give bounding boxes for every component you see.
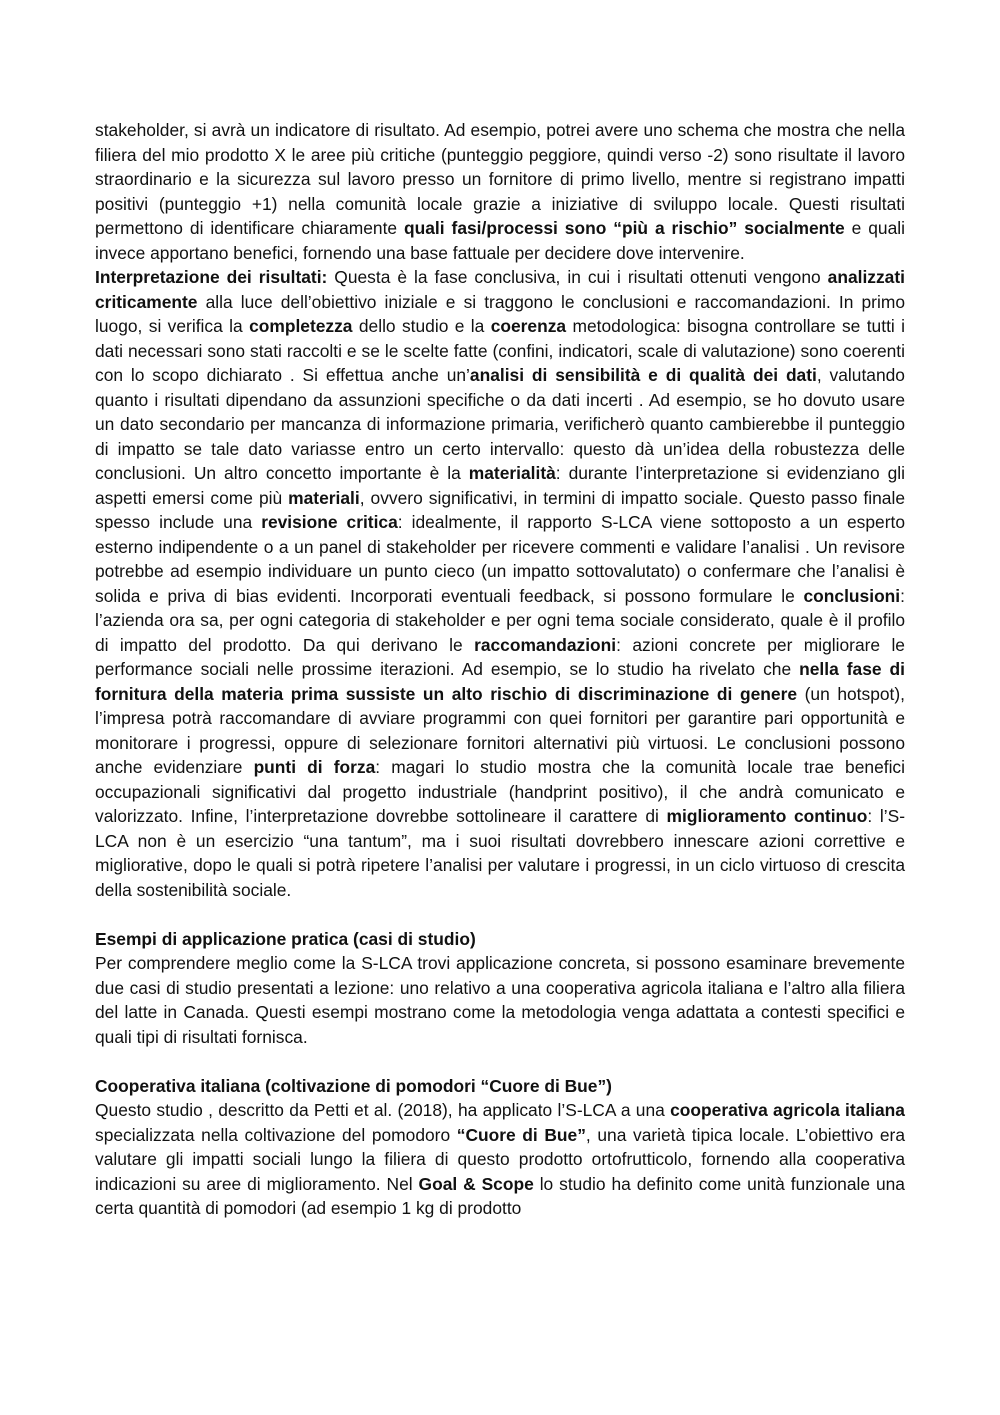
paragraph-italian-cooperative [95, 1098, 905, 1221]
text-run: : durante l’interpretazione si evidenziano gli aspetti emersi come più [95, 463, 905, 508]
bold-text-run: materiali [288, 487, 360, 508]
text-run: : l’S-LCA non è un esercizio “una tantum”, ma i suoi risultati dovrebbero innescare azioni correttive e migliorative, dopo le quali si potrà ripetere l’analisi per valutare i progressi, in un ciclo virtuoso di crescita della sostenibilità sociale. [95, 806, 905, 900]
heading-case-studies: Esempi di applicazione pratica (casi di studio) [95, 928, 476, 949]
text-run: e quali invece apportano benefici, fornendo una base fattuale per decidere dove intervenire. [95, 218, 905, 263]
bold-text-run: quali fasi/processi sono “più a rischio” socialmente [404, 218, 845, 238]
text-run: specializzata nella coltivazione del pomodoro [95, 1124, 457, 1145]
bold-text-run: miglioramento continuo [666, 806, 868, 826]
bold-text-run: analisi di sensibilità e di qualità dei dati [469, 365, 817, 385]
text-run: : idealmente, il rapporto S-LCA viene sottoposto a un esperto esterno indipendente o a un panel di stakeholder per ricevere commenti e validare l’analisi . Un revisore potrebbe ad esempio individuare un punto cieco (un impatto sottovalutato) o confermare che l’analisi è solida e priva di bias evidenti. Incorporati eventuali feedback, si possono formulare le [95, 512, 905, 606]
text-run: metodologica: bisogna controllare se tutti i dati necessari sono stati raccolti e se le scelte fatte (confini, indicatori, scale di valutazione) sono coerenti con lo scopo dichiarato . Si effettua anche un’ [95, 316, 905, 385]
bold-text-run: revisione critica [261, 512, 398, 532]
text-run: , valutando quanto i risultati dipendano da assunzioni specifiche o da dati incerti . Ad esempio, se ho dovuto usare un dato secondario per mancanza di informazione primaria, verificherò quanto cambierebbe il punteggio di impatto se tale dato variasse entro un certo intervallo: questo dà un’idea della robustezza delle conclusioni. Un altro concetto importante è la [95, 365, 905, 483]
text-run: lo studio ha definito come unità funzionale una certa quantità di pomodori (ad esempio 1 kg di prodotto [95, 1173, 905, 1218]
text-run: : azioni concrete per migliorare le performance sociali nelle prossime iterazioni. Ad esempio, se lo studio ha rivelato che [95, 634, 905, 679]
text-run: , ovvero significativi, in termini di impatto sociale. Questo passo finale spesso include una [95, 487, 905, 532]
text-run: Questa è la fase conclusiva, in cui i risultati ottenuti vengono [327, 267, 828, 287]
bold-text-run: coerenza [490, 316, 567, 336]
bold-text-run: raccomandazioni [474, 634, 617, 655]
paragraph-results-indicator [95, 118, 905, 265]
heading-italian-cooperative: Cooperativa italiana (coltivazione di pomodori “Cuore di Bue”) [95, 1075, 612, 1096]
paragraph-interpretation [95, 265, 905, 902]
text-run: stakeholder, si avrà un indicatore di risultato. Ad esempio, potrei avere uno schema che mostra che nella filiera del mio prodotto X le aree più critiche (punteggio peggiore, quindi verso -2) sono risultate il lavoro straordinario e la sicurezza sul lavoro presso un fornitore di primo livello, mentre si registrano impatti positivi (punteggio +1) nella comunità locale grazie a iniziative di sviluppo locale. Questi risultati permettono di identificare chiaramente [95, 120, 905, 238]
document-page [95, 118, 905, 1221]
text-run: Questo studio , descritto da Petti et al. (2018), ha applicato l’S-LCA a una [95, 1100, 671, 1120]
text-run: : magari lo studio mostra che la comunità locale trae benefici occupazionali significativi dal progetto industriale (handprint positivo), il che andrà comunicato e valorizzato. Infine, l’interpretazione dovrebbe sottolineare il carattere di [95, 757, 905, 826]
bold-text-run: materialità [468, 463, 556, 483]
paragraph-case-studies-intro [95, 951, 905, 1049]
text-run: Per comprendere meglio come la S-LCA trovi applicazione concreta, si possono esaminare brevemente due casi di studio presentati a lezione: uno relativo a una cooperativa agricola italiana e l’altro alla filiera del latte in Canada. Questi esempi mostrano come la metodologia venga adattata a contesti specifici e quali tipi di risultati fornisca. [95, 953, 905, 1047]
bold-text-run: Interpretazione dei risultati: [95, 267, 328, 287]
bold-text-run: “Cuore di Bue” [456, 1124, 586, 1145]
text-run: alla luce dell’obiettivo iniziale e si traggono le conclusioni e raccomandazioni. In primo luogo, si verifica la [95, 291, 905, 336]
bold-text-run: nella fase di fornitura della materia prima sussiste un alto rischio di discriminazione di genere [95, 659, 905, 704]
bold-text-run: conclusioni [803, 585, 901, 606]
text-run: dello studio e la [352, 316, 491, 336]
bold-text-run: Goal & Scope [418, 1173, 534, 1194]
text-run: (un hotspot), l’impresa potrà raccomandare di avviare programmi con quei fornitori per garantire pari opportunità e monitorare i progressi, oppure di selezionare fornitori alternativi più virtuosi. Le conclusioni possono anche evidenziare [95, 683, 906, 777]
bold-text-run: punti di forza [253, 757, 376, 777]
bold-text-run: completezza [249, 316, 353, 336]
spacer [95, 902, 905, 927]
text-run: : l’azienda ora sa, per ogni categoria di stakeholder e per ogni tema sociale considerato, quale è il profilo di impatto del prodotto. Da qui derivano le [95, 585, 905, 655]
bold-text-run: cooperativa agricola italiana [670, 1100, 905, 1120]
bold-text-run: analizzati criticamente [95, 267, 905, 312]
text-run: , una varietà tipica locale. L’obiettivo era valutare gli impatti sociali lungo la filiera di questo prodotto ortofrutticolo, fornendo alla cooperativa indicazioni su aree di miglioramento. Nel [95, 1124, 905, 1194]
spacer [95, 1049, 905, 1074]
